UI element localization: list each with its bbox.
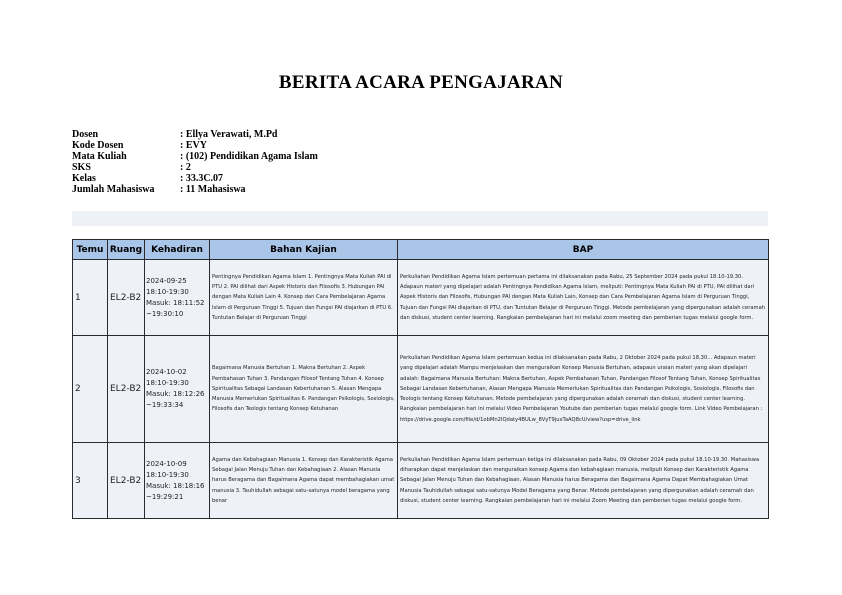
info-row-dosen xyxy=(72,129,318,140)
kehadiran-date: 2024-10-09 xyxy=(146,459,187,468)
cell-ruang: EL2-B2 xyxy=(108,260,145,336)
info-label: Mata Kuliah xyxy=(72,151,127,162)
info-row-mata-kuliah xyxy=(72,151,318,162)
cell-kehadiran xyxy=(145,260,210,336)
kehadiran-keluar: ~19:30:10 xyxy=(146,309,184,318)
info-value: : (102) Pendidikan Agama Islam xyxy=(180,151,318,162)
cell-temu: 1 xyxy=(73,260,108,336)
table-row xyxy=(73,260,769,336)
cell-temu: 3 xyxy=(73,443,108,519)
cell-bap xyxy=(398,336,769,443)
info-value: : 2 xyxy=(180,162,191,173)
course-info xyxy=(72,129,318,195)
kehadiran-date: 2024-09-25 xyxy=(146,276,187,285)
cell-bap: Perkuliahan Pendidikan Agama Islam pertemuan pertama ini dilaksanakan pada Rabu, 25 September 2024 pada pukul 18.10-19.30. Adapaun materi yang dipelajari adalah Pentingnya Pendidikan Agama Islam, meliputi: Pentingnya Mata Kuliah PAI di PTU, PAI dilihat dari Aspek Historis dan Filosofis, Hubungan PAI dengan Mata Kuliah Lain, Konsep dan Cara Pembelajaran Agama Islam di Perguruan Tinggi, Tujuan dan Fungsi PAI diajarkan di PTU, dan Tuntutan Belajar di Perguruan Tinggi. Metode pembelajaran yang dipergunakan adalah ceramah dan diskusi, student center learning. Rangkaian pembelajaran hari ini melalui zoom meeting dan pemberian tugas melalui google form. xyxy=(398,260,769,336)
header-bap: BAP xyxy=(398,240,769,260)
info-label: SKS xyxy=(72,162,91,173)
table-row xyxy=(73,336,769,443)
header-kehadiran: Kehadiran xyxy=(145,240,210,260)
video-link[interactable]: https://drive.google.com/file/d/1obMn2IQdaty4BULw_8VyT9juxTaAQ8cU/view?usp=drive_link xyxy=(400,416,641,423)
cell-bahan-kajian: Agama dan Kebahagiaan Manusia 1. Konsep dan Karakteristik Agama Sebagai Jalan Menuju Tuhan dan Kebahagiaan 2. Alasan Manusia harus Beragama dan Bagaimana Agama dapat membahagiakan umat manusia 3. Tauhidullah sebagai satu-satunya model beragama yang benar xyxy=(210,443,398,519)
cell-ruang: EL2-B2 xyxy=(108,336,145,443)
info-label: Dosen xyxy=(72,129,99,140)
info-row-kode-dosen xyxy=(72,140,318,151)
info-label: Kode Dosen xyxy=(72,140,124,151)
cell-bahan-kajian: Pentingnya Pendidikan Agama Islam 1. Pentingnya Mata Kuliah PAI di PTU 2. PAI dilihat dari Aspek Historis dan Filosofis 3. Hubungan PAI dengan Mata Kuliah Lain 4. Konsep dan Cara Pembelajaran Agama Islam di Perguruan Tinggi 5. Tujuan dan Fungsi PAI diajarkan di PTU 6. Tuntutan Belajar di Perguruan Tinggi xyxy=(210,260,398,336)
cell-kehadiran xyxy=(145,443,210,519)
cell-bap: Perkuliahan Pendidikan Agama Islam pertemuan ketiga ini dilaksanakan pada Rabu, 09 Oktober 2024 pada pukul 18.10-19.30. Mahasiswa diharapkan dapat menjelaskan dan menguraikan konsep Agama dan kebahagiaan manusia, meliputi Konsep dan Karakteristik Agama Sebagai Jalan Menuju Tuhan dan Kebahagiaan, Alasan Manusia harus Beragama dan Bagaimana Agama Dapat Membahagiakan Umat Manusia Tauhidullah sebagai satu-satunya Model Beragama yang Benar. Metode pembelajaran yang dipergunakan adalah ceramah dan diskusi, student center learning. Rangkaian pembelajaran hari ini melalui Zoom Meeting dan pemberian tugas melalui google form. xyxy=(398,443,769,519)
info-value: : 33.3C.07 xyxy=(180,173,224,184)
bap-table xyxy=(72,239,769,519)
cell-ruang: EL2-B2 xyxy=(108,443,145,519)
cell-kehadiran xyxy=(145,336,210,443)
info-value: : EVY xyxy=(180,140,207,151)
info-value: : 11 Mahasiswa xyxy=(180,184,246,195)
cell-bahan-kajian: Bagaimana Manusia Bertuhan 1. Makna Bertuhan 2. Aspek Pembahasan Tuhan 3. Pandangan Filosof Tentang Tuhan 4. Konsep Spiritualitas Sebagai Landasan Kebertuhanan 5. Alasan Mengapa Manusia Memerlukan Spiritualitas 6. Pandangan Psikologis, Sosiologis, Filosofis dan Teologis tentang Konsep Ketuhanan xyxy=(210,336,398,443)
info-row-kelas xyxy=(72,173,318,184)
table-header-row xyxy=(73,240,769,260)
cell-temu: 2 xyxy=(73,336,108,443)
page-title: BERITA ACARA PENGAJARAN xyxy=(278,72,564,93)
info-value: : Ellya Verawati, M.Pd xyxy=(180,129,278,140)
kehadiran-time: 18:10-19:30 xyxy=(146,470,189,479)
header-bahan-kajian: Bahan Kajian xyxy=(210,240,398,260)
info-row-sks xyxy=(72,162,318,173)
kehadiran-keluar: ~19:29:21 xyxy=(146,492,184,501)
kehadiran-masuk: Masuk: 18:11:52 xyxy=(146,298,205,307)
header-ruang: Ruang xyxy=(108,240,145,260)
header-temu: Temu xyxy=(73,240,108,260)
kehadiran-keluar: ~19:33:34 xyxy=(146,401,184,409)
divider-band xyxy=(72,211,768,226)
kehadiran-date: 2024-10-02 xyxy=(146,368,187,376)
kehadiran-masuk: Masuk: 18:12:26 xyxy=(146,390,205,398)
kehadiran-time: 18:10-19:30 xyxy=(146,379,189,387)
table-row xyxy=(73,443,769,519)
info-label: Kelas xyxy=(72,173,96,184)
info-row-jumlah-mahasiswa xyxy=(72,184,318,195)
kehadiran-time: 18:10-19:30 xyxy=(146,287,189,296)
bap-text: Perkuliahan Pendidikan Agama Islam pertemuan kedua ini dilaksanakan pada Rabu, 2 Oktober 2024 pada pukul 18.30... Adapaun materi yang dipelajari adalah Mampu menjelaskan dan menguraikan Konsep Manusia Bertuhan, adapaun uraian materi yang akan dipelajari adalah: Bagaimana Manusia Bertuhan: Makna Bertuhan, Aspek Pembahasan Tuhan, Pandangan Filosof Tentang Tuhan, Konsep Spiritualitas Sebagai Landasan Kebertuhanan, Alasan Mengapa Manusia Memerlukan Spiritualitas dan Pandangan Psikologis, Sosiologis, Filosofis dan Teologis tentang Konsep Ketuhanan. Metode pembelajaran yang dipergunakan adalah ceramah dan diskusi, student center learning. Rangkaian pembelajaran hari ini melalui Video Pembelajaran Youtube dan pemberian tugas melalui google form. Link Video Pembelajaran : xyxy=(400,354,763,413)
kehadiran-masuk: Masuk: 18:18:16 xyxy=(146,481,205,490)
info-label: Jumlah Mahasiswa xyxy=(72,184,155,195)
